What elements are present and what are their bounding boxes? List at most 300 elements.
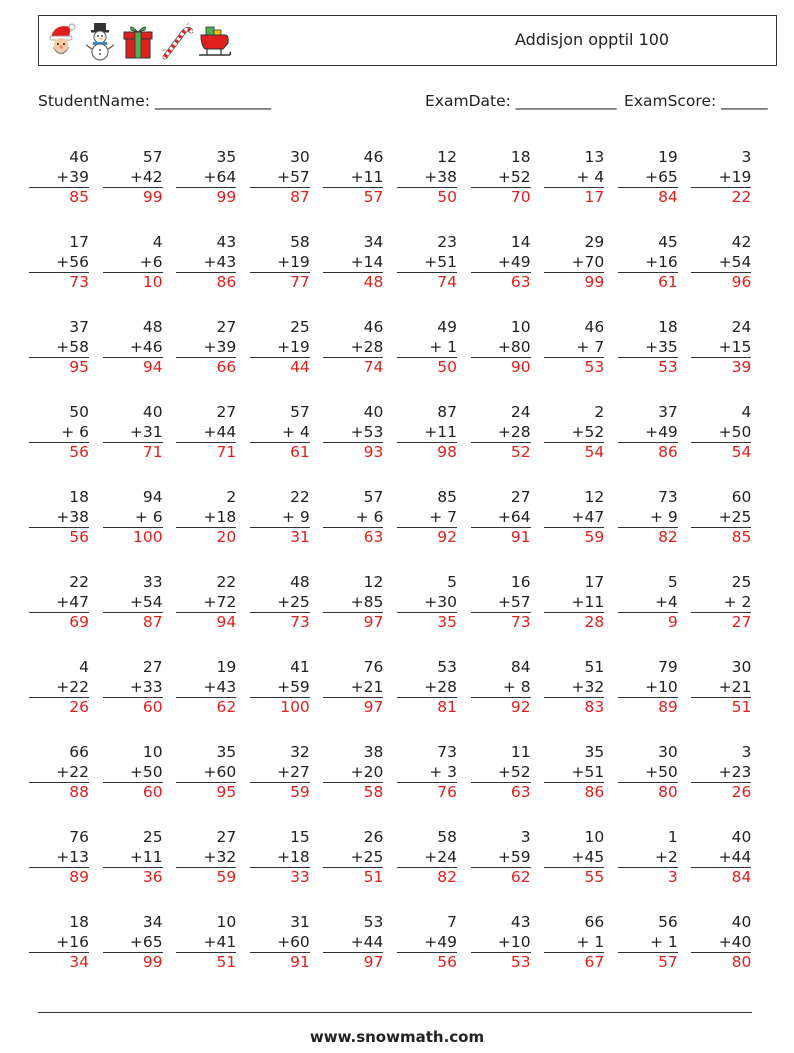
addition-problem: [250, 233, 310, 293]
addend-bottom: +38: [56, 507, 89, 526]
answer: 61: [250, 442, 310, 463]
addend-bottom: + 7: [576, 337, 605, 356]
addend-bottom: +10: [497, 932, 531, 951]
addend-bottom: +46: [129, 337, 163, 356]
addend-bottom: +52: [571, 422, 605, 441]
addition-problem: [618, 828, 678, 888]
addend-bottom: +30: [424, 592, 457, 611]
addend-bottom: +51: [424, 252, 457, 271]
addend-top: 85: [437, 488, 457, 506]
answer: 87: [103, 612, 163, 633]
answer: 51: [176, 952, 236, 973]
addend-top: 57: [290, 403, 310, 421]
addend-bottom: +19: [277, 252, 310, 271]
addend-bottom: +72: [203, 592, 237, 611]
addend-bottom: +49: [497, 252, 531, 271]
addend-top: 31: [290, 913, 310, 931]
addition-problem: [103, 828, 163, 888]
addend-bottom: +16: [56, 932, 89, 951]
icon-strip: [45, 21, 231, 61]
answer: 62: [471, 867, 531, 888]
addend-top: 53: [363, 913, 384, 931]
addend-bottom: + 9: [282, 507, 310, 526]
answer: 20: [176, 527, 236, 548]
answer: 71: [176, 442, 236, 463]
addend-top: 26: [363, 828, 384, 846]
addend-top: 17: [584, 573, 605, 591]
addend-top: 23: [437, 233, 457, 251]
addend-top: 3: [520, 828, 531, 846]
answer: 53: [544, 357, 604, 378]
addend-top: 18: [658, 318, 678, 336]
addend-bottom: +40: [718, 932, 752, 951]
addend-bottom: +47: [56, 592, 89, 611]
addend-top: 46: [584, 318, 605, 336]
sleigh-icon: [197, 21, 231, 61]
addition-problem: [544, 488, 604, 548]
addition-problem: [471, 658, 531, 718]
addend-top: 5: [447, 573, 457, 591]
addition-problem: [323, 403, 383, 463]
addition-problem: [29, 573, 89, 633]
answer: 85: [691, 527, 751, 548]
addend-bottom: +14: [350, 252, 384, 271]
addend-bottom: +65: [645, 167, 678, 186]
addition-problem: [618, 658, 678, 718]
addend-top: 22: [216, 573, 237, 591]
answer: 53: [618, 357, 678, 378]
addend-bottom: +80: [497, 337, 531, 356]
addend-top: 29: [584, 233, 605, 251]
answer: 80: [618, 782, 678, 803]
addition-problem: [250, 828, 310, 888]
addition-problem: [103, 403, 163, 463]
addend-top: 37: [658, 403, 678, 421]
answer: 73: [29, 272, 89, 293]
addition-problem: [691, 828, 751, 888]
addend-top: 24: [731, 318, 752, 336]
addition-problem: [397, 403, 457, 463]
addend-top: 27: [142, 658, 163, 676]
addition-problem: [691, 488, 751, 548]
answer: 51: [323, 867, 383, 888]
addend-bottom: +44: [350, 932, 384, 951]
addend-bottom: +22: [56, 762, 89, 781]
answer: 95: [176, 782, 236, 803]
addend-top: 22: [290, 488, 310, 506]
answer: 93: [323, 442, 383, 463]
addend-bottom: +47: [571, 507, 605, 526]
answer: 9: [618, 612, 678, 633]
addition-problem: [544, 658, 604, 718]
addend-top: 40: [363, 403, 384, 421]
addition-problem: [618, 233, 678, 293]
addend-bottom: +54: [718, 252, 752, 271]
addend-bottom: +20: [350, 762, 384, 781]
addend-bottom: + 6: [61, 422, 89, 441]
addend-bottom: + 6: [355, 507, 384, 526]
answer: 86: [544, 782, 604, 803]
addition-problem: [618, 403, 678, 463]
exam-score-field: ExamScore: ______: [624, 92, 768, 110]
addend-bottom: +51: [571, 762, 605, 781]
addend-bottom: +64: [497, 507, 531, 526]
addition-problem: [250, 403, 310, 463]
addend-top: 46: [69, 148, 89, 166]
addend-bottom: +27: [277, 762, 310, 781]
addend-bottom: +15: [718, 337, 752, 356]
addend-bottom: +11: [571, 592, 605, 611]
addition-problem: [397, 828, 457, 888]
addend-bottom: +4: [654, 592, 678, 611]
addition-problem: [397, 148, 457, 208]
answer: 89: [29, 867, 89, 888]
addend-top: 10: [216, 913, 237, 931]
answer: 59: [544, 527, 604, 548]
addend-top: 25: [290, 318, 310, 336]
addition-problem: [618, 573, 678, 633]
addend-bottom: +70: [571, 252, 605, 271]
addend-top: 17: [69, 233, 89, 251]
exam-date-field: ExamDate: _____________: [425, 92, 617, 110]
addend-bottom: +32: [571, 677, 605, 696]
answer: 56: [397, 952, 457, 973]
answer: 66: [176, 357, 236, 378]
addend-top: 14: [510, 233, 531, 251]
addition-problem: [250, 318, 310, 378]
addition-problem: [618, 488, 678, 548]
addend-top: 35: [584, 743, 605, 761]
addition-problem: [29, 403, 89, 463]
addition-problem: [471, 573, 531, 633]
answer: 96: [691, 272, 751, 293]
addend-bottom: +19: [277, 337, 310, 356]
answer: 56: [29, 527, 89, 548]
addition-problem: [176, 913, 236, 973]
addition-problem: [250, 573, 310, 633]
addition-problem: [29, 148, 89, 208]
addend-bottom: +28: [497, 422, 531, 441]
addend-top: 25: [731, 573, 752, 591]
addend-bottom: +13: [56, 847, 89, 866]
addend-bottom: +50: [129, 762, 163, 781]
answer: 28: [544, 612, 604, 633]
addition-problem: [691, 573, 751, 633]
addend-bottom: +32: [203, 847, 237, 866]
student-name-field: StudentName: _______________: [38, 92, 272, 110]
addition-problem: [103, 658, 163, 718]
addend-top: 76: [69, 828, 89, 846]
addend-bottom: +21: [718, 677, 752, 696]
addend-bottom: +50: [718, 422, 752, 441]
answer: 58: [323, 782, 383, 803]
answer: 60: [103, 697, 163, 718]
addend-top: 38: [363, 743, 384, 761]
addend-bottom: +59: [497, 847, 531, 866]
addition-problem: [397, 658, 457, 718]
addition-problem: [397, 233, 457, 293]
addend-top: 58: [437, 828, 457, 846]
addend-top: 1: [667, 828, 678, 846]
addend-bottom: + 9: [650, 507, 678, 526]
addition-problem: [103, 743, 163, 803]
addition-problem: [323, 148, 383, 208]
addend-top: 32: [290, 743, 310, 761]
addend-top: 13: [584, 148, 605, 166]
addition-problem: [176, 828, 236, 888]
addend-bottom: +44: [203, 422, 237, 441]
addend-top: 57: [142, 148, 163, 166]
answer: 97: [323, 697, 383, 718]
answer: 34: [29, 952, 89, 973]
addition-problem: [544, 573, 604, 633]
answer: 90: [471, 357, 531, 378]
addend-bottom: +41: [203, 932, 237, 951]
addend-top: 35: [216, 148, 237, 166]
answer: 97: [323, 952, 383, 973]
addend-bottom: +10: [645, 677, 678, 696]
answer: 85: [29, 187, 89, 208]
addition-problem: [29, 658, 89, 718]
addition-problem: [29, 828, 89, 888]
addend-top: 5: [667, 573, 678, 591]
addition-problem: [471, 318, 531, 378]
addend-bottom: +21: [350, 677, 384, 696]
addend-bottom: +60: [203, 762, 237, 781]
addition-problem: [323, 318, 383, 378]
addend-bottom: +50: [645, 762, 678, 781]
addend-bottom: +57: [497, 592, 531, 611]
addend-top: 58: [290, 233, 310, 251]
answer: 83: [544, 697, 604, 718]
addition-problem: [323, 743, 383, 803]
addend-bottom: + 1: [429, 337, 457, 356]
addend-bottom: +60: [277, 932, 310, 951]
addend-top: 43: [510, 913, 531, 931]
addend-top: 66: [69, 743, 89, 761]
addition-problem: [103, 913, 163, 973]
addend-top: 46: [363, 318, 384, 336]
addition-problem: [323, 488, 383, 548]
addend-top: 22: [69, 573, 89, 591]
footer-divider: [38, 1012, 752, 1013]
addend-top: 79: [658, 658, 678, 676]
addition-problem: [176, 403, 236, 463]
answer: 52: [471, 442, 531, 463]
addition-problem: [618, 148, 678, 208]
answer: 62: [176, 697, 236, 718]
answer: 51: [691, 697, 751, 718]
addend-top: 19: [658, 148, 678, 166]
gift-icon: [121, 21, 155, 61]
answer: 55: [544, 867, 604, 888]
addition-problem: [250, 148, 310, 208]
addition-problem: [691, 743, 751, 803]
answer: 50: [397, 187, 457, 208]
addition-problem: [323, 913, 383, 973]
addition-problem: [471, 148, 531, 208]
addition-problem: [397, 913, 457, 973]
addend-bottom: + 3: [429, 762, 457, 781]
addend-top: 25: [142, 828, 163, 846]
addend-bottom: +52: [497, 167, 531, 186]
addition-problem: [250, 658, 310, 718]
answer: 94: [176, 612, 236, 633]
addition-problem: [618, 913, 678, 973]
addition-problem: [103, 318, 163, 378]
santa-icon: [45, 21, 79, 61]
answer: 73: [471, 612, 531, 633]
addend-top: 73: [437, 743, 457, 761]
addend-top: 16: [510, 573, 531, 591]
answer: 60: [103, 782, 163, 803]
addend-top: 2: [226, 488, 237, 506]
addend-top: 51: [584, 658, 605, 676]
addend-top: 43: [216, 233, 237, 251]
addend-top: 4: [741, 403, 752, 421]
answer: 99: [544, 272, 604, 293]
addend-bottom: +11: [129, 847, 163, 866]
addition-problem: [29, 318, 89, 378]
addition-problem: [544, 403, 604, 463]
addend-top: 30: [731, 658, 752, 676]
addend-bottom: +43: [203, 252, 237, 271]
answer: 50: [397, 357, 457, 378]
addend-top: 33: [142, 573, 163, 591]
addend-bottom: +22: [56, 677, 89, 696]
addend-top: 60: [731, 488, 752, 506]
addition-problem: [471, 828, 531, 888]
addend-top: 3: [741, 148, 752, 166]
addend-top: 24: [510, 403, 531, 421]
answer: 87: [250, 187, 310, 208]
addend-bottom: +44: [718, 847, 752, 866]
answer: 31: [250, 527, 310, 548]
addition-problem: [691, 318, 751, 378]
addend-bottom: +49: [424, 932, 457, 951]
page-title: Addisjon opptil 100: [515, 30, 670, 49]
addition-problem: [544, 148, 604, 208]
addition-problem: [29, 743, 89, 803]
addend-bottom: +33: [129, 677, 163, 696]
addend-top: 48: [142, 318, 163, 336]
addend-bottom: + 4: [282, 422, 310, 441]
addend-bottom: +59: [277, 677, 310, 696]
addend-top: 56: [658, 913, 678, 931]
addition-problem: [544, 318, 604, 378]
addend-top: 30: [290, 148, 310, 166]
addend-top: 34: [142, 913, 163, 931]
addend-top: 18: [69, 913, 89, 931]
addend-bottom: +39: [56, 167, 89, 186]
answer: 86: [618, 442, 678, 463]
addend-bottom: +16: [645, 252, 678, 271]
addend-top: 48: [290, 573, 310, 591]
addend-top: 50: [69, 403, 89, 421]
addend-bottom: +31: [129, 422, 163, 441]
addend-bottom: + 7: [429, 507, 457, 526]
answer: 22: [691, 187, 751, 208]
answer: 80: [691, 952, 751, 973]
addition-problem: [103, 148, 163, 208]
addition-problem: [397, 573, 457, 633]
addend-top: 53: [437, 658, 457, 676]
addend-bottom: +25: [350, 847, 384, 866]
answer: 91: [471, 527, 531, 548]
addend-top: 10: [584, 828, 605, 846]
addend-top: 34: [363, 233, 384, 251]
answer: 17: [544, 187, 604, 208]
answer: 77: [250, 272, 310, 293]
addend-bottom: +53: [350, 422, 384, 441]
addition-problem: [103, 233, 163, 293]
addition-problem: [176, 743, 236, 803]
answer: 26: [691, 782, 751, 803]
addend-bottom: +6: [139, 252, 163, 271]
answer: 71: [103, 442, 163, 463]
addend-bottom: +28: [350, 337, 384, 356]
addition-problem: [323, 573, 383, 633]
answer: 27: [691, 612, 751, 633]
addition-problem: [618, 318, 678, 378]
addend-top: 27: [216, 318, 237, 336]
addend-bottom: +25: [277, 592, 310, 611]
addition-problem: [29, 233, 89, 293]
addend-bottom: +54: [129, 592, 163, 611]
addition-problem: [323, 233, 383, 293]
addition-problem: [176, 573, 236, 633]
answer: 59: [250, 782, 310, 803]
addend-bottom: +18: [203, 507, 237, 526]
answer: 92: [397, 527, 457, 548]
addend-bottom: +58: [56, 337, 89, 356]
addend-top: 27: [510, 488, 531, 506]
addend-top: 18: [69, 488, 89, 506]
addend-bottom: +43: [203, 677, 237, 696]
answer: 98: [397, 442, 457, 463]
answer: 3: [618, 867, 678, 888]
addition-problem: [471, 743, 531, 803]
answer: 91: [250, 952, 310, 973]
addend-bottom: +11: [424, 422, 457, 441]
answer: 39: [691, 357, 751, 378]
addition-problem: [103, 488, 163, 548]
addend-bottom: +65: [129, 932, 163, 951]
addend-top: 76: [363, 658, 384, 676]
candy-cane-icon: [159, 21, 193, 61]
answer: 99: [103, 187, 163, 208]
addition-problem: [176, 318, 236, 378]
addend-top: 57: [363, 488, 384, 506]
addend-top: 7: [447, 913, 457, 931]
addend-top: 73: [658, 488, 678, 506]
answer: 53: [471, 952, 531, 973]
addend-bottom: +28: [424, 677, 457, 696]
addend-top: 18: [510, 148, 531, 166]
addend-top: 12: [363, 573, 384, 591]
addend-top: 40: [731, 913, 752, 931]
answer: 10: [103, 272, 163, 293]
answer: 99: [176, 187, 236, 208]
answer: 81: [397, 697, 457, 718]
addend-top: 35: [216, 743, 237, 761]
addend-bottom: + 1: [650, 932, 678, 951]
addition-problem: [471, 913, 531, 973]
addition-problem: [176, 148, 236, 208]
addend-top: 45: [658, 233, 678, 251]
addend-top: 46: [363, 148, 384, 166]
answer: 48: [323, 272, 383, 293]
